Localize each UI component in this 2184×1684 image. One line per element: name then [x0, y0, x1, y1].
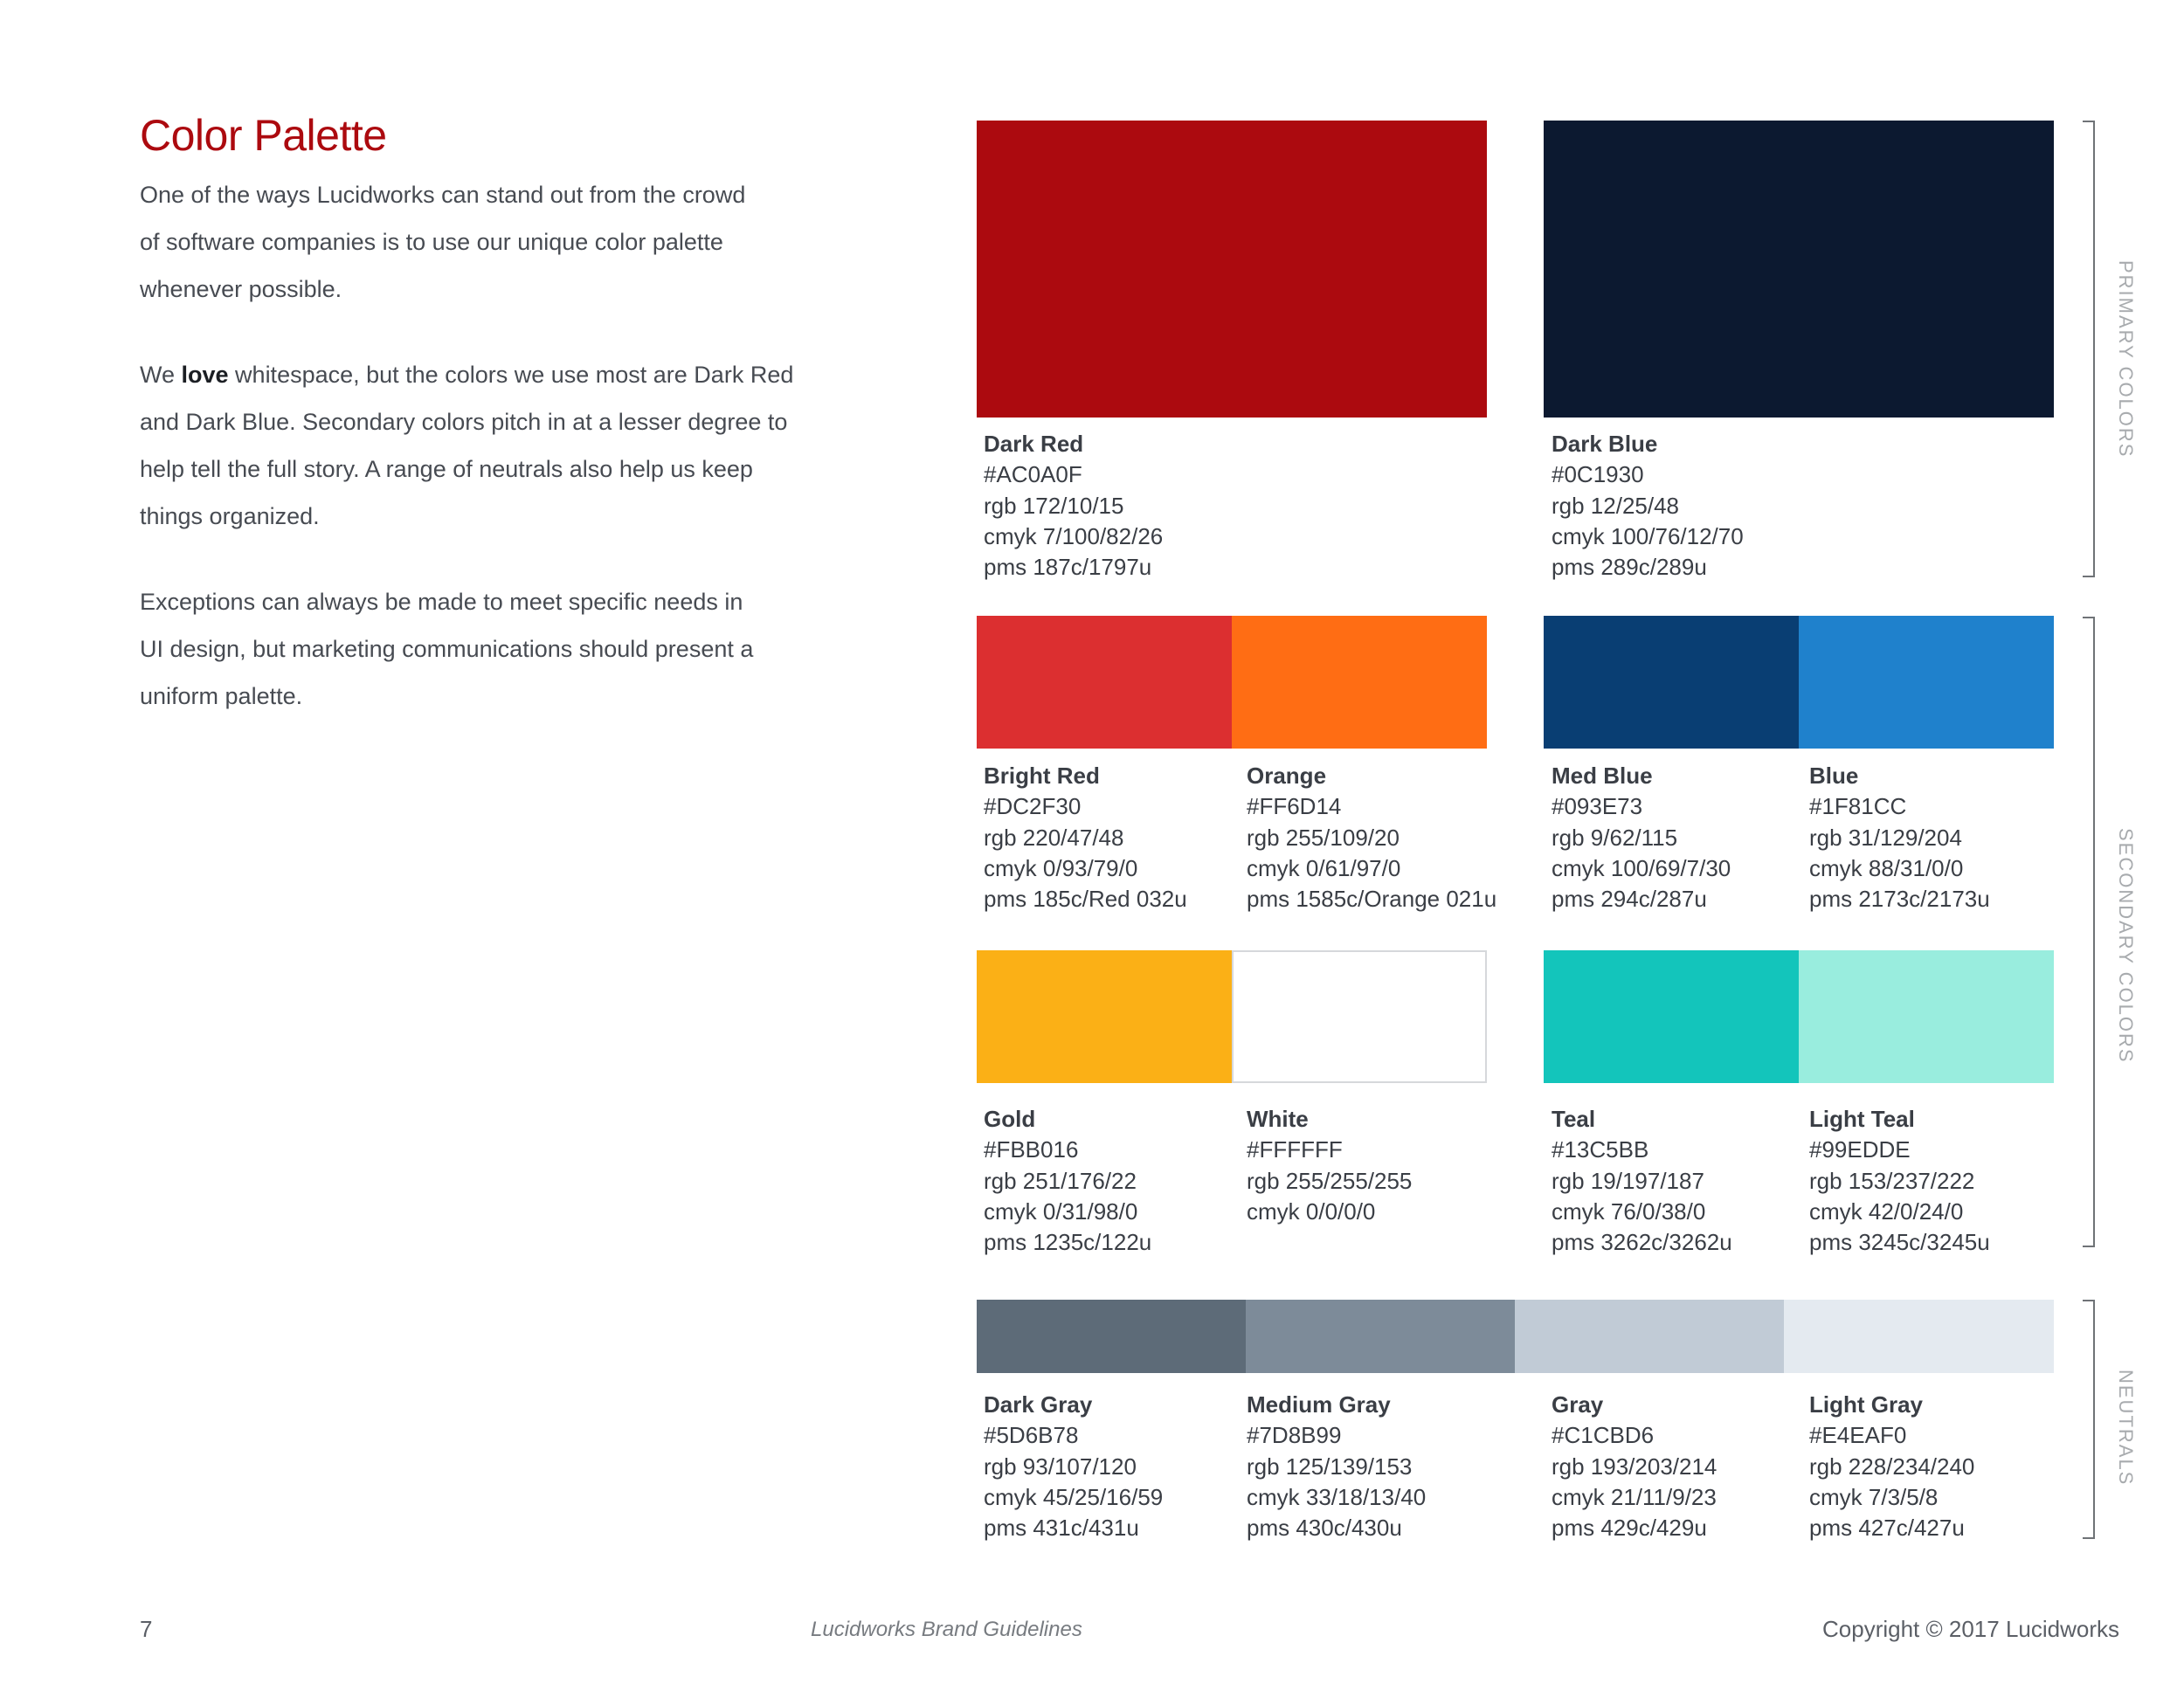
color-name: Blue: [1809, 763, 1859, 789]
swatch-blue: [1799, 616, 2054, 749]
color-info-gold: [984, 1104, 1151, 1258]
color-rgb: rgb 31/129/204: [1809, 824, 1962, 851]
color-name: Medium Gray: [1247, 1391, 1391, 1418]
color-pms: pms 3245c/3245u: [1809, 1229, 1990, 1256]
intro-paragraph: One of the ways Lucidworks can stand out from the crowd of software companies is to use our unique color palette whenever possible.: [140, 182, 746, 302]
color-pms: pms 430c/430u: [1247, 1515, 1402, 1542]
color-info-bright-red: [984, 761, 1187, 914]
swatch-gold: [977, 950, 1232, 1083]
swatch-light-gray: [1784, 1300, 2054, 1373]
color-info-dark-blue: [1552, 429, 1744, 583]
color-hex: #E4EAF0: [1809, 1422, 1907, 1449]
color-rgb: rgb 220/47/48: [984, 824, 1124, 851]
swatch-med-blue: [1544, 616, 1799, 749]
color-info-white: [1247, 1104, 1412, 1227]
color-cmyk: cmyk 100/76/12/70: [1552, 522, 1744, 549]
page-title: Color Palette: [140, 111, 387, 160]
color-pms: pms 185c/Red 032u: [984, 886, 1187, 913]
color-hex: #C1CBD6: [1552, 1422, 1655, 1449]
neutrals-bracket: [2083, 1300, 2095, 1539]
swatch-light-teal: [1799, 950, 2054, 1083]
color-rgb: rgb 93/107/120: [984, 1453, 1137, 1480]
color-pms: pms 1585c/Orange 021u: [1247, 886, 1497, 913]
color-info-gray: [1552, 1390, 1717, 1543]
color-hex: #13C5BB: [1552, 1136, 1649, 1163]
swatch-dark-gray: [977, 1300, 1246, 1373]
color-info-medium-gray: [1247, 1390, 1426, 1543]
color-rgb: rgb 255/109/20: [1247, 824, 1400, 851]
color-cmyk: cmyk 0/0/0/0: [1247, 1197, 1376, 1225]
color-pms: pms 289c/289u: [1552, 554, 1707, 581]
page-number: 7: [140, 1616, 153, 1642]
color-info-dark-gray: [984, 1390, 1163, 1543]
color-pms: pms 1235c/122u: [984, 1229, 1152, 1256]
color-rgb: rgb 153/237/222: [1809, 1167, 1975, 1194]
color-pms: pms 294c/287u: [1552, 886, 1707, 913]
neutrals-label: NEUTRALS: [2115, 1370, 2137, 1487]
color-info-teal: [1552, 1104, 1732, 1258]
color-hex: #7D8B99: [1247, 1422, 1342, 1449]
color-info-orange: [1247, 761, 1496, 914]
swatch-orange: [1232, 616, 1487, 749]
color-rgb: rgb 251/176/22: [984, 1167, 1137, 1194]
color-name: Light Gray: [1809, 1391, 1924, 1418]
color-name: Gray: [1552, 1391, 1604, 1418]
color-pms: pms 2173c/2173u: [1809, 886, 1990, 913]
colors-paragraph-rest: whitespace, but the colors we use most are Dark Red and Dark Blue. Secondary colors pitch in at a lesser degree to help tell the full story. A range of neutrals also help us keep things organized.: [140, 362, 794, 529]
color-rgb: rgb 172/10/15: [984, 492, 1124, 519]
color-name: Dark Gray: [984, 1391, 1093, 1418]
color-hex: #1F81CC: [1809, 793, 1907, 820]
color-hex: #0C1930: [1552, 461, 1644, 488]
color-name: Orange: [1247, 763, 1327, 789]
color-hex: #FFFFFF: [1247, 1136, 1343, 1163]
color-info-light-gray: [1809, 1390, 1974, 1543]
color-rgb: rgb 255/255/255: [1247, 1167, 1413, 1194]
color-hex: #FBB016: [984, 1136, 1079, 1163]
color-rgb: rgb 9/62/115: [1552, 824, 1678, 851]
secondary-bracket: [2083, 617, 2095, 1247]
swatch-medium-gray: [1246, 1300, 1515, 1373]
color-pms: pms 431c/431u: [984, 1515, 1139, 1542]
color-info-dark-red: [984, 429, 1163, 583]
color-info-blue: [1809, 761, 1990, 914]
color-name: Teal: [1552, 1106, 1596, 1132]
swatch-teal: [1544, 950, 1799, 1083]
secondary-colors-label: SECONDARY COLORS: [2115, 828, 2137, 1064]
color-cmyk: cmyk 0/31/98/0: [984, 1197, 1138, 1225]
color-cmyk: cmyk 45/25/16/59: [984, 1483, 1164, 1510]
color-info-med-blue: [1552, 761, 1731, 914]
primary-colors-label: PRIMARY COLORS: [2115, 260, 2137, 459]
color-pms: pms 427c/427u: [1809, 1515, 1965, 1542]
color-name: White: [1247, 1106, 1309, 1132]
color-cmyk: cmyk 100/69/7/30: [1552, 854, 1731, 881]
color-hex: #DC2F30: [984, 793, 1082, 820]
color-hex: #5D6B78: [984, 1422, 1079, 1449]
color-pms: pms 187c/1797u: [984, 554, 1152, 581]
color-name: Med Blue: [1552, 763, 1653, 789]
color-rgb: rgb 193/203/214: [1552, 1453, 1717, 1480]
color-rgb: rgb 228/234/240: [1809, 1453, 1975, 1480]
color-name: Bright Red: [984, 763, 1100, 789]
color-cmyk: cmyk 7/3/5/8: [1809, 1483, 1939, 1510]
color-name: Gold: [984, 1106, 1036, 1132]
color-cmyk: cmyk 42/0/24/0: [1809, 1197, 1964, 1225]
color-name: Dark Red: [984, 431, 1084, 457]
color-name: Light Teal: [1809, 1106, 1915, 1132]
color-cmyk: cmyk 33/18/13/40: [1247, 1483, 1427, 1510]
color-cmyk: cmyk 7/100/82/26: [984, 522, 1164, 549]
color-rgb: rgb 12/25/48: [1552, 492, 1680, 519]
color-pms: pms 3262c/3262u: [1552, 1229, 1732, 1256]
color-hex: #AC0A0F: [984, 461, 1082, 488]
swatch-white: [1232, 950, 1487, 1083]
color-hex: #093E73: [1552, 793, 1643, 820]
swatch-gray: [1515, 1300, 1784, 1373]
exceptions-paragraph: Exceptions can always be made to meet specific needs in UI design, but marketing communications should present a uniform palette.: [140, 589, 754, 709]
color-hex: #FF6D14: [1247, 793, 1342, 820]
primary-bracket: [2083, 121, 2095, 577]
color-cmyk: cmyk 0/61/97/0: [1247, 854, 1401, 881]
color-rgb: rgb 125/139/153: [1247, 1453, 1413, 1480]
footer-copyright: Copyright © 2017 Lucidworks: [1822, 1616, 2119, 1642]
love-emphasis: love: [181, 362, 229, 388]
colors-paragraph-lead: We: [140, 362, 182, 388]
color-hex: #99EDDE: [1809, 1136, 1911, 1163]
footer-document-title: Lucidworks Brand Guidelines: [811, 1618, 1082, 1641]
color-name: Dark Blue: [1552, 431, 1658, 457]
swatch-dark-blue: [1544, 121, 2054, 418]
color-info-light-teal: [1809, 1104, 1990, 1258]
color-cmyk: cmyk 88/31/0/0: [1809, 854, 1964, 881]
swatch-dark-red: [977, 121, 1487, 418]
color-cmyk: cmyk 76/0/38/0: [1552, 1197, 1706, 1225]
colors-paragraph: [140, 351, 804, 540]
color-rgb: rgb 19/197/187: [1552, 1167, 1704, 1194]
color-cmyk: cmyk 0/93/79/0: [984, 854, 1138, 881]
color-cmyk: cmyk 21/11/9/23: [1552, 1483, 1717, 1510]
swatch-bright-red: [977, 616, 1232, 749]
color-pms: pms 429c/429u: [1552, 1515, 1707, 1542]
